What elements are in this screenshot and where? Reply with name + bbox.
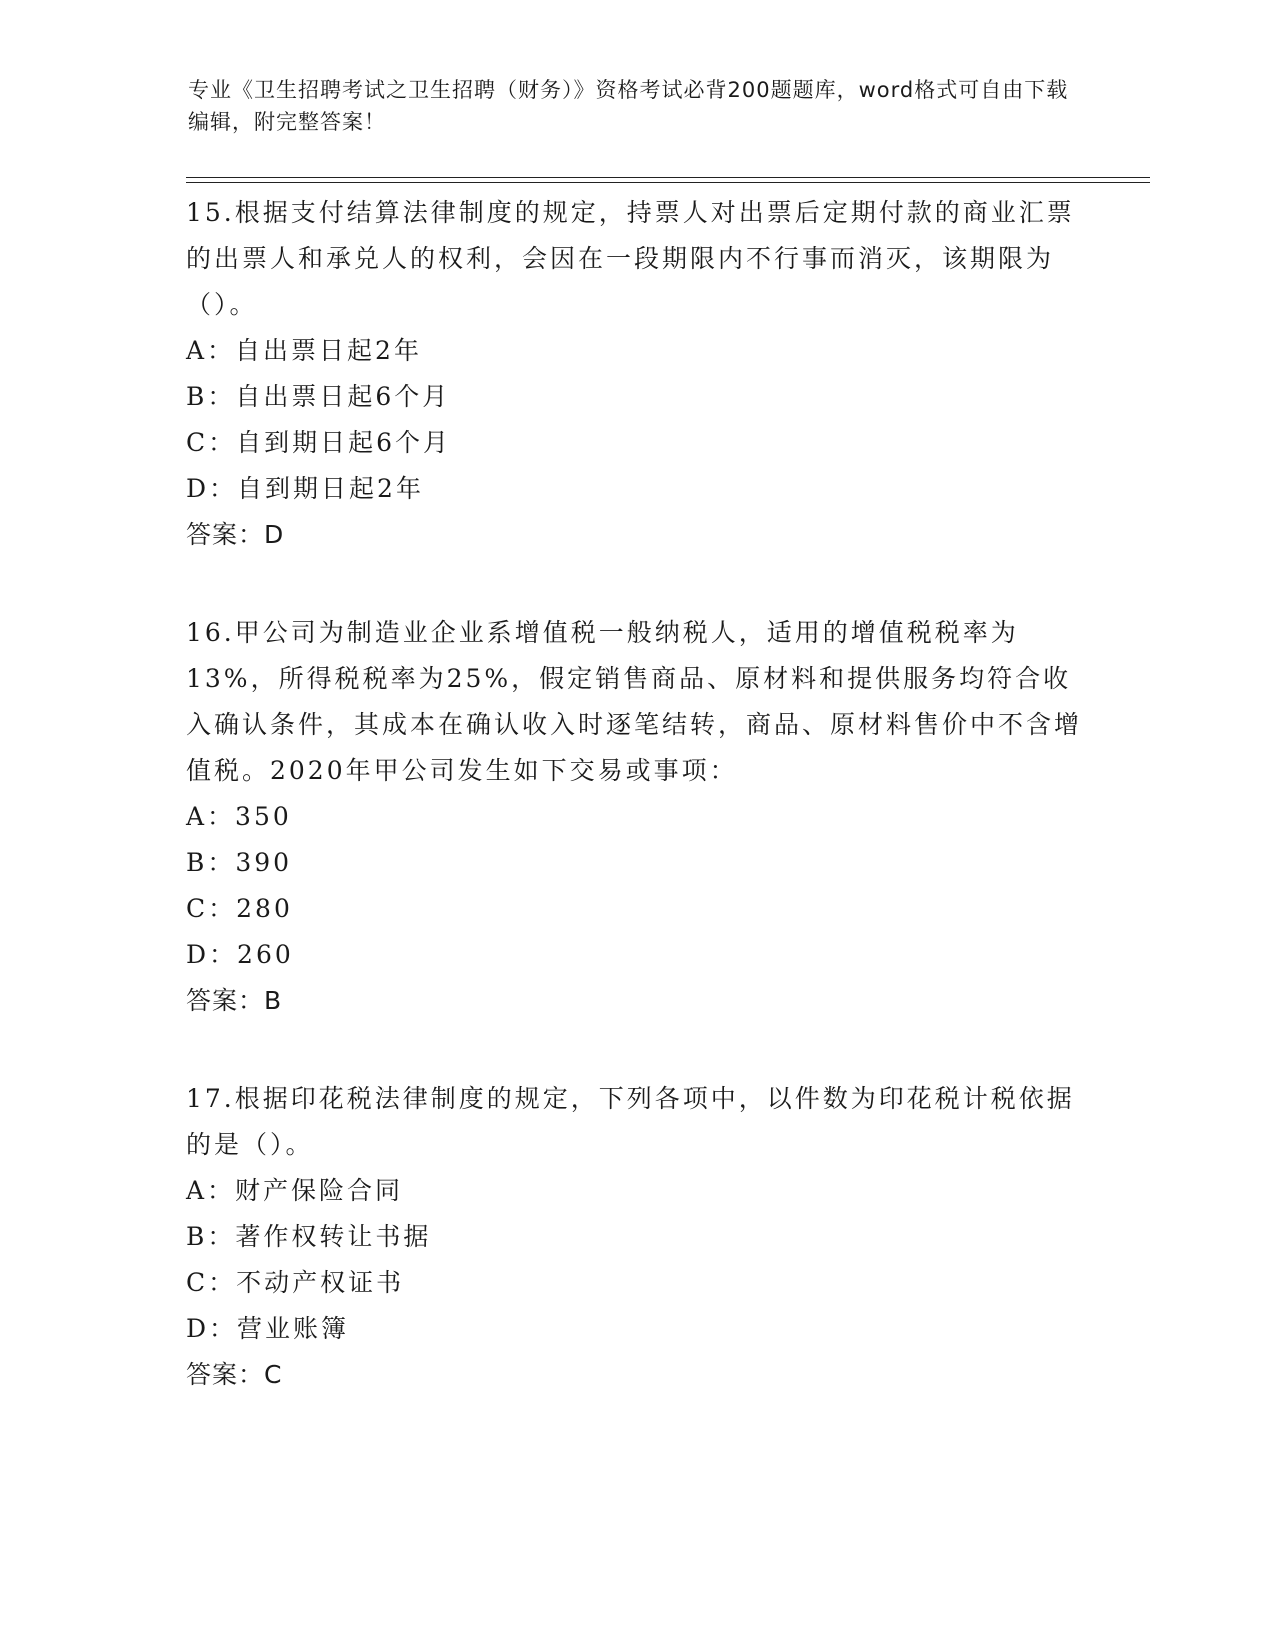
option-c: C：自到期日起6个月 xyxy=(186,428,452,457)
question-15 xyxy=(186,190,1086,558)
option-d: D：260 xyxy=(186,940,294,969)
question-stem: 17.根据印花税法律制度的规定，下列各项中，以件数为印花税计税依据的是（）。 xyxy=(186,1084,1075,1159)
option-a: A：350 xyxy=(186,802,292,831)
question-17 xyxy=(186,1076,1086,1398)
answer-label: 答案：D xyxy=(186,520,285,549)
option-c: C：280 xyxy=(186,894,293,923)
option-a: A：自出票日起2年 xyxy=(186,336,422,365)
option-a: A：财产保险合同 xyxy=(186,1176,404,1205)
option-c: C：不动产权证书 xyxy=(186,1268,405,1297)
option-b: B：著作权转让书据 xyxy=(186,1222,432,1251)
question-16 xyxy=(186,610,1086,1024)
option-b: B：390 xyxy=(186,848,293,877)
question-list xyxy=(186,190,1086,1450)
question-stem: 16.甲公司为制造业企业系增值税一般纳税人，适用的增值税税率为13%，所得税税率为25%，假定销售商品、原材料和提供服务均符合收入确认条件，其成本在确认收入时逐笔结转，商品、原材料售价中不含增值税。2020年甲公司发生如下交易或事项： xyxy=(186,618,1083,785)
question-stem: 15.根据支付结算法律制度的规定，持票人对出票后定期付款的商业汇票的出票人和承兑人的权利，会因在一段期限内不行事而消灭，该期限为（）。 xyxy=(186,198,1075,319)
answer-label: 答案：C xyxy=(186,1360,283,1389)
document-header: 专业《卫生招聘考试之卫生招聘（财务）》资格考试必背200题题库，word格式可自由下载编辑，附完整答案！ xyxy=(188,78,1069,134)
option-b: B：自出票日起6个月 xyxy=(186,382,451,411)
answer-label: 答案：B xyxy=(186,986,283,1015)
option-d: D：营业账簿 xyxy=(186,1314,350,1343)
header-divider xyxy=(186,177,1150,183)
option-d: D：自到期日起2年 xyxy=(186,474,424,503)
